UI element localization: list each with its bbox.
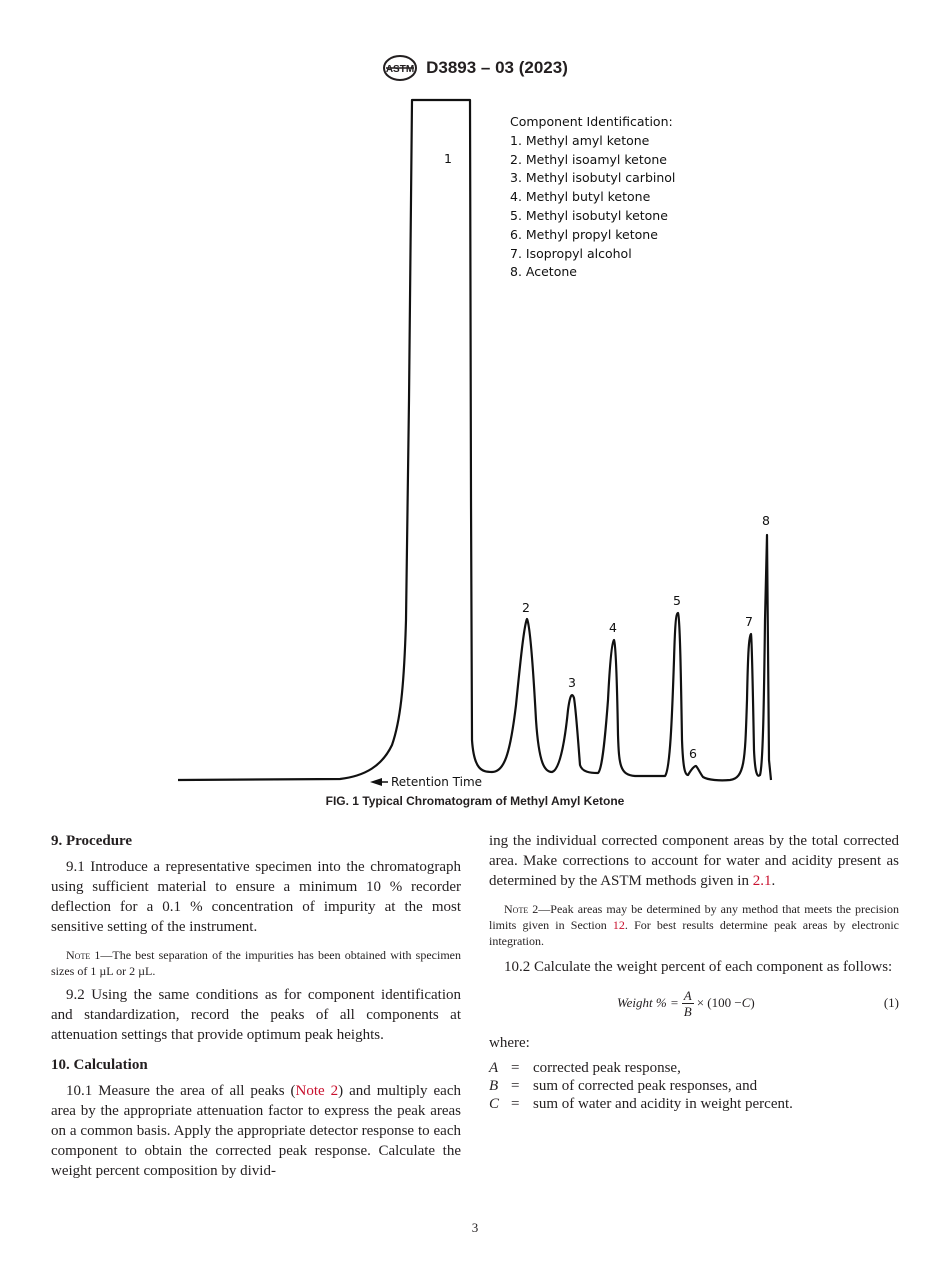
page-number: 3	[471, 1220, 479, 1235]
equation-fraction	[682, 988, 694, 1019]
legend-item: 6. Methyl propyl ketone	[510, 226, 658, 242]
peak-label-7: 7	[745, 614, 753, 629]
note-label: Note 2	[504, 902, 539, 916]
definition-text: sum of corrected peak responses, and	[533, 1078, 758, 1094]
equation-close: )	[750, 995, 755, 1010]
text-run: ) and multiply each area by the appropriate attenuation factor to express the peak areas on a common basis. Apply the appropriate detector response to each component to obtain the corrected peak response. Calculate the weight percent composition by divid-	[51, 1083, 461, 1179]
legend-item: 1. Methyl amyl ketone	[510, 132, 650, 148]
text-run: 10.1 Measure the area of all peaks (	[66, 1083, 296, 1099]
note-text: —The best separation of the impurities has been obtained with specimen sizes of 1 µL or 2 µL.	[51, 948, 461, 978]
definition-equals: =	[511, 1060, 520, 1076]
chromatogram-trace	[178, 100, 771, 780]
paragraph-9-2: 9.2 Using the same conditions as for component identification and standardization, record the peaks of all components at attenuation settings that provide optimum peak heights.	[51, 987, 461, 1043]
section-heading-calculation: 10. Calculation	[51, 1057, 148, 1073]
text-run: ing the individual corrected component areas by the total corrected area. Make corrections to account for water and acidity present as determined by the ASTM methods given in	[489, 833, 899, 889]
definition-text: corrected peak response,	[533, 1060, 681, 1076]
component-legend	[510, 113, 675, 282]
right-column	[489, 831, 899, 1113]
definition-row	[489, 1059, 899, 1077]
equation-variable: C	[741, 995, 751, 1010]
equation-body	[617, 981, 755, 1025]
peak-label-2: 2	[522, 600, 530, 615]
section-12-link[interactable]: 12	[612, 918, 625, 932]
paragraph-10-2: 10.2 Calculate the weight percent of each component as follows:	[504, 959, 893, 975]
astm-logo	[382, 54, 418, 82]
note-text: . For best results determine peak areas by electronic integration.	[489, 918, 900, 948]
section-heading-procedure: 9. Procedure	[51, 833, 133, 849]
definition-text: sum of water and acidity in weight percent.	[533, 1096, 793, 1112]
legend-item: 4. Methyl butyl ketone	[510, 189, 651, 205]
standard-designation: D3893 – 03 (2023)	[426, 58, 568, 77]
legend-item: 3. Methyl isobutyl carbinol	[510, 170, 676, 186]
chromatogram-figure	[0, 90, 950, 790]
peak-label-1: 1	[444, 151, 452, 166]
definition-symbol: A	[489, 1060, 499, 1076]
definition-symbol: B	[489, 1078, 499, 1094]
figure-caption: FIG. 1 Typical Chromatogram of Methyl Amyl Ketone	[325, 794, 625, 808]
definition-equals: =	[511, 1078, 520, 1094]
peak-label-4: 4	[609, 620, 617, 635]
peak-label-5: 5	[673, 593, 681, 608]
legend-item: 5. Methyl isobutyl ketone	[510, 207, 668, 223]
fraction-numerator: A	[683, 987, 692, 1003]
peak-label-8: 8	[762, 513, 770, 528]
paragraph-10-1-continued	[489, 831, 899, 891]
note-text: —Peak areas may be determined by any method that meets the precision limits given in Section	[489, 902, 899, 932]
section-2-1-link[interactable]: 2.1	[752, 873, 772, 889]
legend-item: 2. Methyl isoamyl ketone	[510, 151, 668, 167]
definition-symbol: C	[489, 1096, 500, 1112]
peak-label-3: 3	[568, 675, 576, 690]
text-run: .	[771, 873, 776, 889]
svg-text:ASTM: ASTM	[385, 64, 415, 75]
equation-rhs: × (100 −	[696, 995, 742, 1010]
legend-title: Component Identification:	[510, 114, 673, 129]
equation-number: (1)	[883, 995, 899, 1010]
page-header	[0, 52, 950, 84]
paragraph-10-1	[51, 1081, 461, 1181]
definition-row	[489, 1077, 899, 1095]
definition-row	[489, 1095, 899, 1113]
fraction-denominator: B	[683, 1003, 692, 1019]
variable-definitions	[489, 1059, 899, 1113]
note-label: Note 1	[66, 948, 101, 962]
paragraph-9-1: 9.1 Introduce a representative specimen into the chromatograph using sufficient material to ensure a minimum 10 % recorder deflection for a 0.1 % concentration of impurity at the most sensitive setting of the instrument.	[51, 859, 461, 935]
note-2	[489, 901, 899, 949]
legend-item: 7. Isopropyl alcohol	[510, 245, 632, 261]
left-column	[51, 831, 461, 1181]
equation-1	[489, 981, 899, 1025]
retention-time-label: Retention Time	[391, 775, 483, 789]
peak-label-6: 6	[689, 746, 697, 761]
definition-equals: =	[511, 1096, 520, 1112]
where-label: where:	[489, 1035, 530, 1051]
equation-lhs: Weight % =	[617, 995, 679, 1010]
legend-item: 8. Acetone	[510, 264, 577, 280]
note-1	[51, 947, 461, 979]
note-2-link[interactable]: Note 2	[295, 1083, 339, 1099]
